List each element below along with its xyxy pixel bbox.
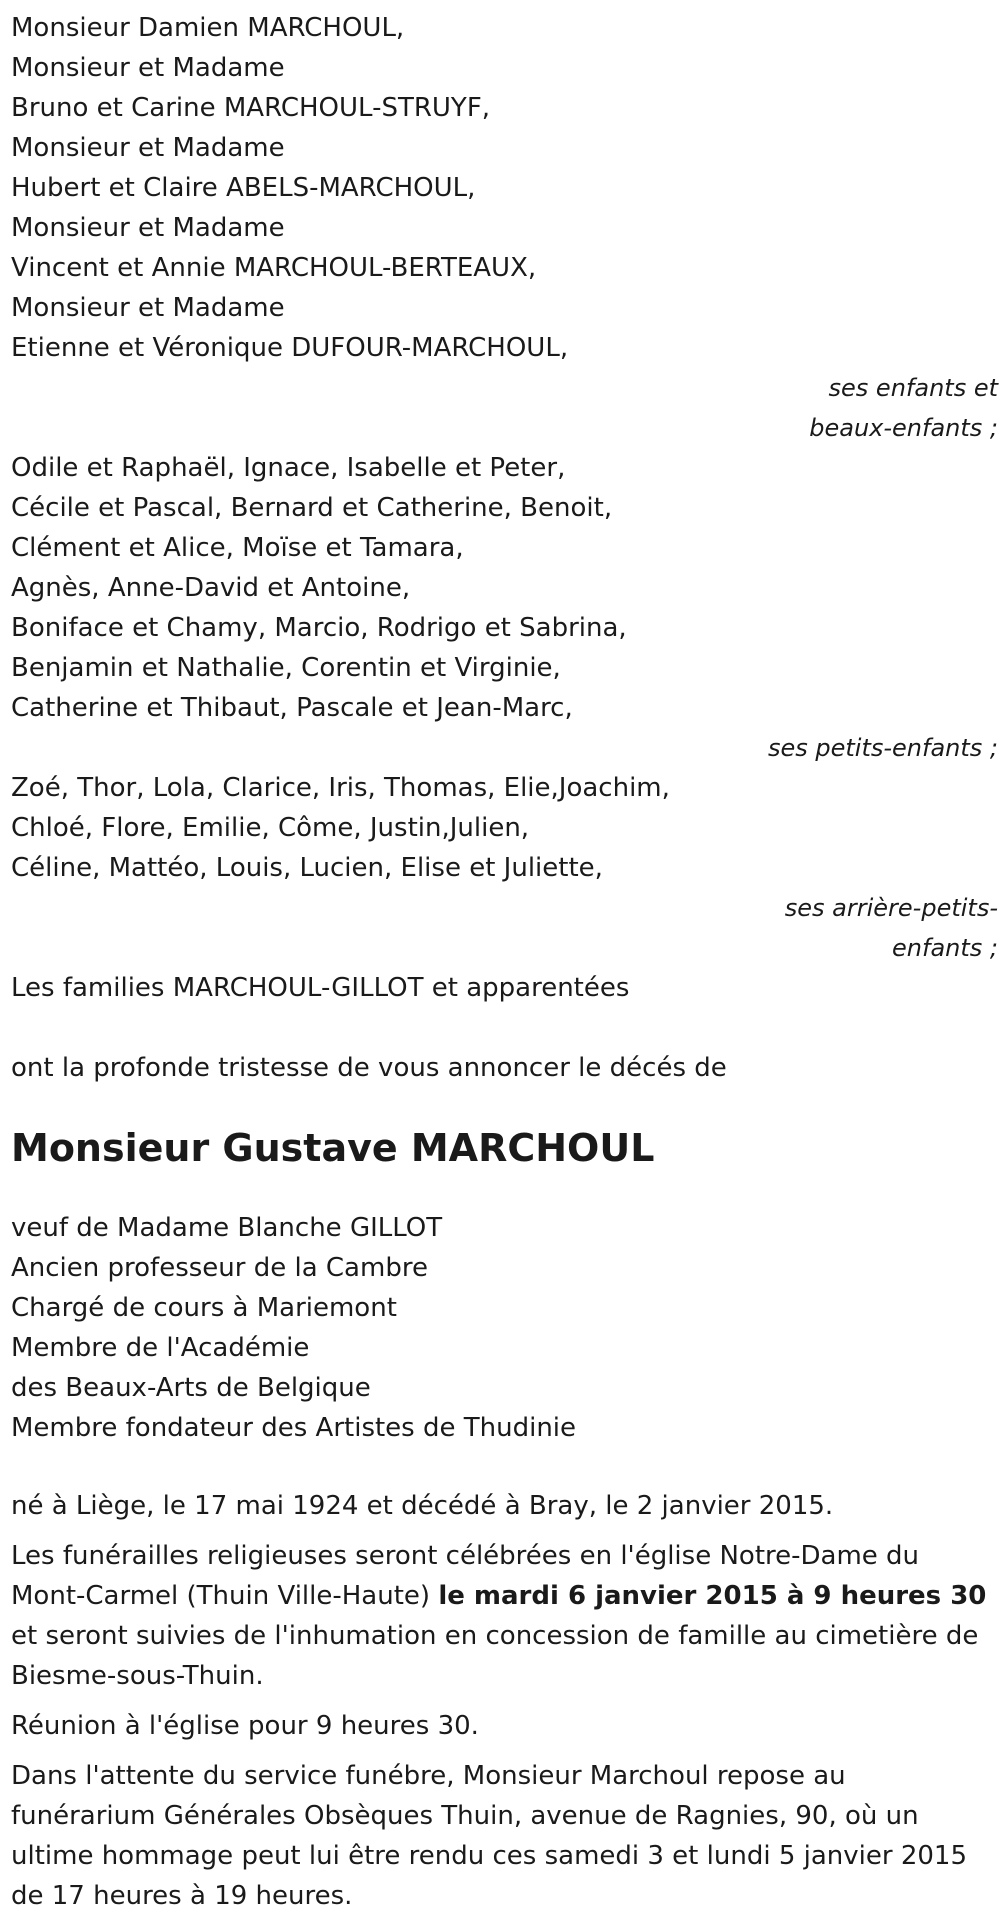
- list-item: Bruno et Carine MARCHOUL-STRUYF,: [11, 93, 491, 123]
- grandchildren-role-line: ses petits-enfants ;: [767, 734, 998, 762]
- title-line: veuf de Madame Blanche GILLOT: [11, 1213, 443, 1243]
- funeral-date: le mardi 6 janvier 2015 à 9 heures 30: [438, 1581, 987, 1611]
- children-role-line: ses enfants et: [828, 374, 998, 402]
- title-line: des Beaux-Arts de Belgique: [11, 1373, 371, 1403]
- great-grandchildren-role-line: enfants ;: [892, 934, 998, 962]
- obituary-notice: [11, 8, 998, 1926]
- deceased-name: Monsieur Gustave MARCHOUL: [11, 1126, 655, 1170]
- list-item: Odile et Raphaël, Ignace, Isabelle et Peter,: [11, 453, 566, 483]
- list-item: Monsieur et Madame: [11, 213, 285, 243]
- children-list: [11, 8, 998, 368]
- families-line: Les families MARCHOUL-GILLOT et apparentées: [11, 973, 630, 1003]
- grandchildren-list: [11, 448, 998, 728]
- funeral-text-before: Les funérailles religieuses seront célébrées en l'église Notre-Dame du Mont-Carmel (Thuin Ville-Haute): [11, 1541, 920, 1611]
- list-item: Hubert et Claire ABELS-MARCHOUL,: [11, 173, 476, 203]
- meeting-line: Réunion à l'église pour 9 heures 30.: [11, 1711, 479, 1741]
- list-item: Benjamin et Nathalie, Corentin et Virginie,: [11, 653, 561, 683]
- visitation-paragraph: Dans l'attente du service funébre, Monsieur Marchoul repose au funérarium Générales Obsèques Thuin, avenue de Ragnies, 90, où un ultime hommage peut lui être rendu ces samedi 3 et lundi 5 janvier 2015 de 17 heures à 19 heures.: [11, 1761, 967, 1911]
- list-item: Clément et Alice, Moïse et Tamara,: [11, 533, 464, 563]
- funeral-paragraph: [11, 1536, 989, 1696]
- list-item: Cécile et Pascal, Bernard et Catherine, Benoit,: [11, 493, 613, 523]
- list-item: Catherine et Thibaut, Pascale et Jean-Marc,: [11, 693, 573, 723]
- list-item: Agnès, Anne-David et Antoine,: [11, 573, 411, 603]
- great-grandchildren-role-line: ses arrière-petits-: [784, 894, 998, 922]
- list-item: Zoé, Thor, Lola, Clarice, Iris, Thomas, Elie,Joachim,: [11, 773, 670, 803]
- announcement-line: ont la profonde tristesse de vous annoncer le décés de: [11, 1053, 727, 1083]
- list-item: Monsieur Damien MARCHOUL,: [11, 13, 405, 43]
- title-line: Chargé de cours à Mariemont: [11, 1293, 397, 1323]
- list-item: Monsieur et Madame: [11, 133, 285, 163]
- great-grandchildren-list: [11, 768, 998, 888]
- list-item: Chloé, Flore, Emilie, Côme, Justin,Julien,: [11, 813, 530, 843]
- title-line: Ancien professeur de la Cambre: [11, 1253, 428, 1283]
- titles-list: [11, 1208, 998, 1448]
- list-item: Céline, Mattéo, Louis, Lucien, Elise et Juliette,: [11, 853, 603, 883]
- list-item: Vincent et Annie MARCHOUL-BERTEAUX,: [11, 253, 537, 283]
- list-item: Boniface et Chamy, Marcio, Rodrigo et Sabrina,: [11, 613, 627, 643]
- list-item: Etienne et Véronique DUFOUR-MARCHOUL,: [11, 333, 569, 363]
- list-item: Monsieur et Madame: [11, 53, 285, 83]
- funeral-text-after: et seront suivies de l'inhumation en concession de famille au cimetière de Biesme-sous-Thuin.: [11, 1621, 979, 1691]
- title-line: Membre fondateur des Artistes de Thudinie: [11, 1413, 577, 1443]
- list-item: Monsieur et Madame: [11, 293, 285, 323]
- children-role-line: beaux-enfants ;: [809, 414, 998, 442]
- birth-death-line: né à Liège, le 17 mai 1924 et décédé à Bray, le 2 janvier 2015.: [11, 1491, 834, 1521]
- title-line: Membre de l'Académie: [11, 1333, 310, 1363]
